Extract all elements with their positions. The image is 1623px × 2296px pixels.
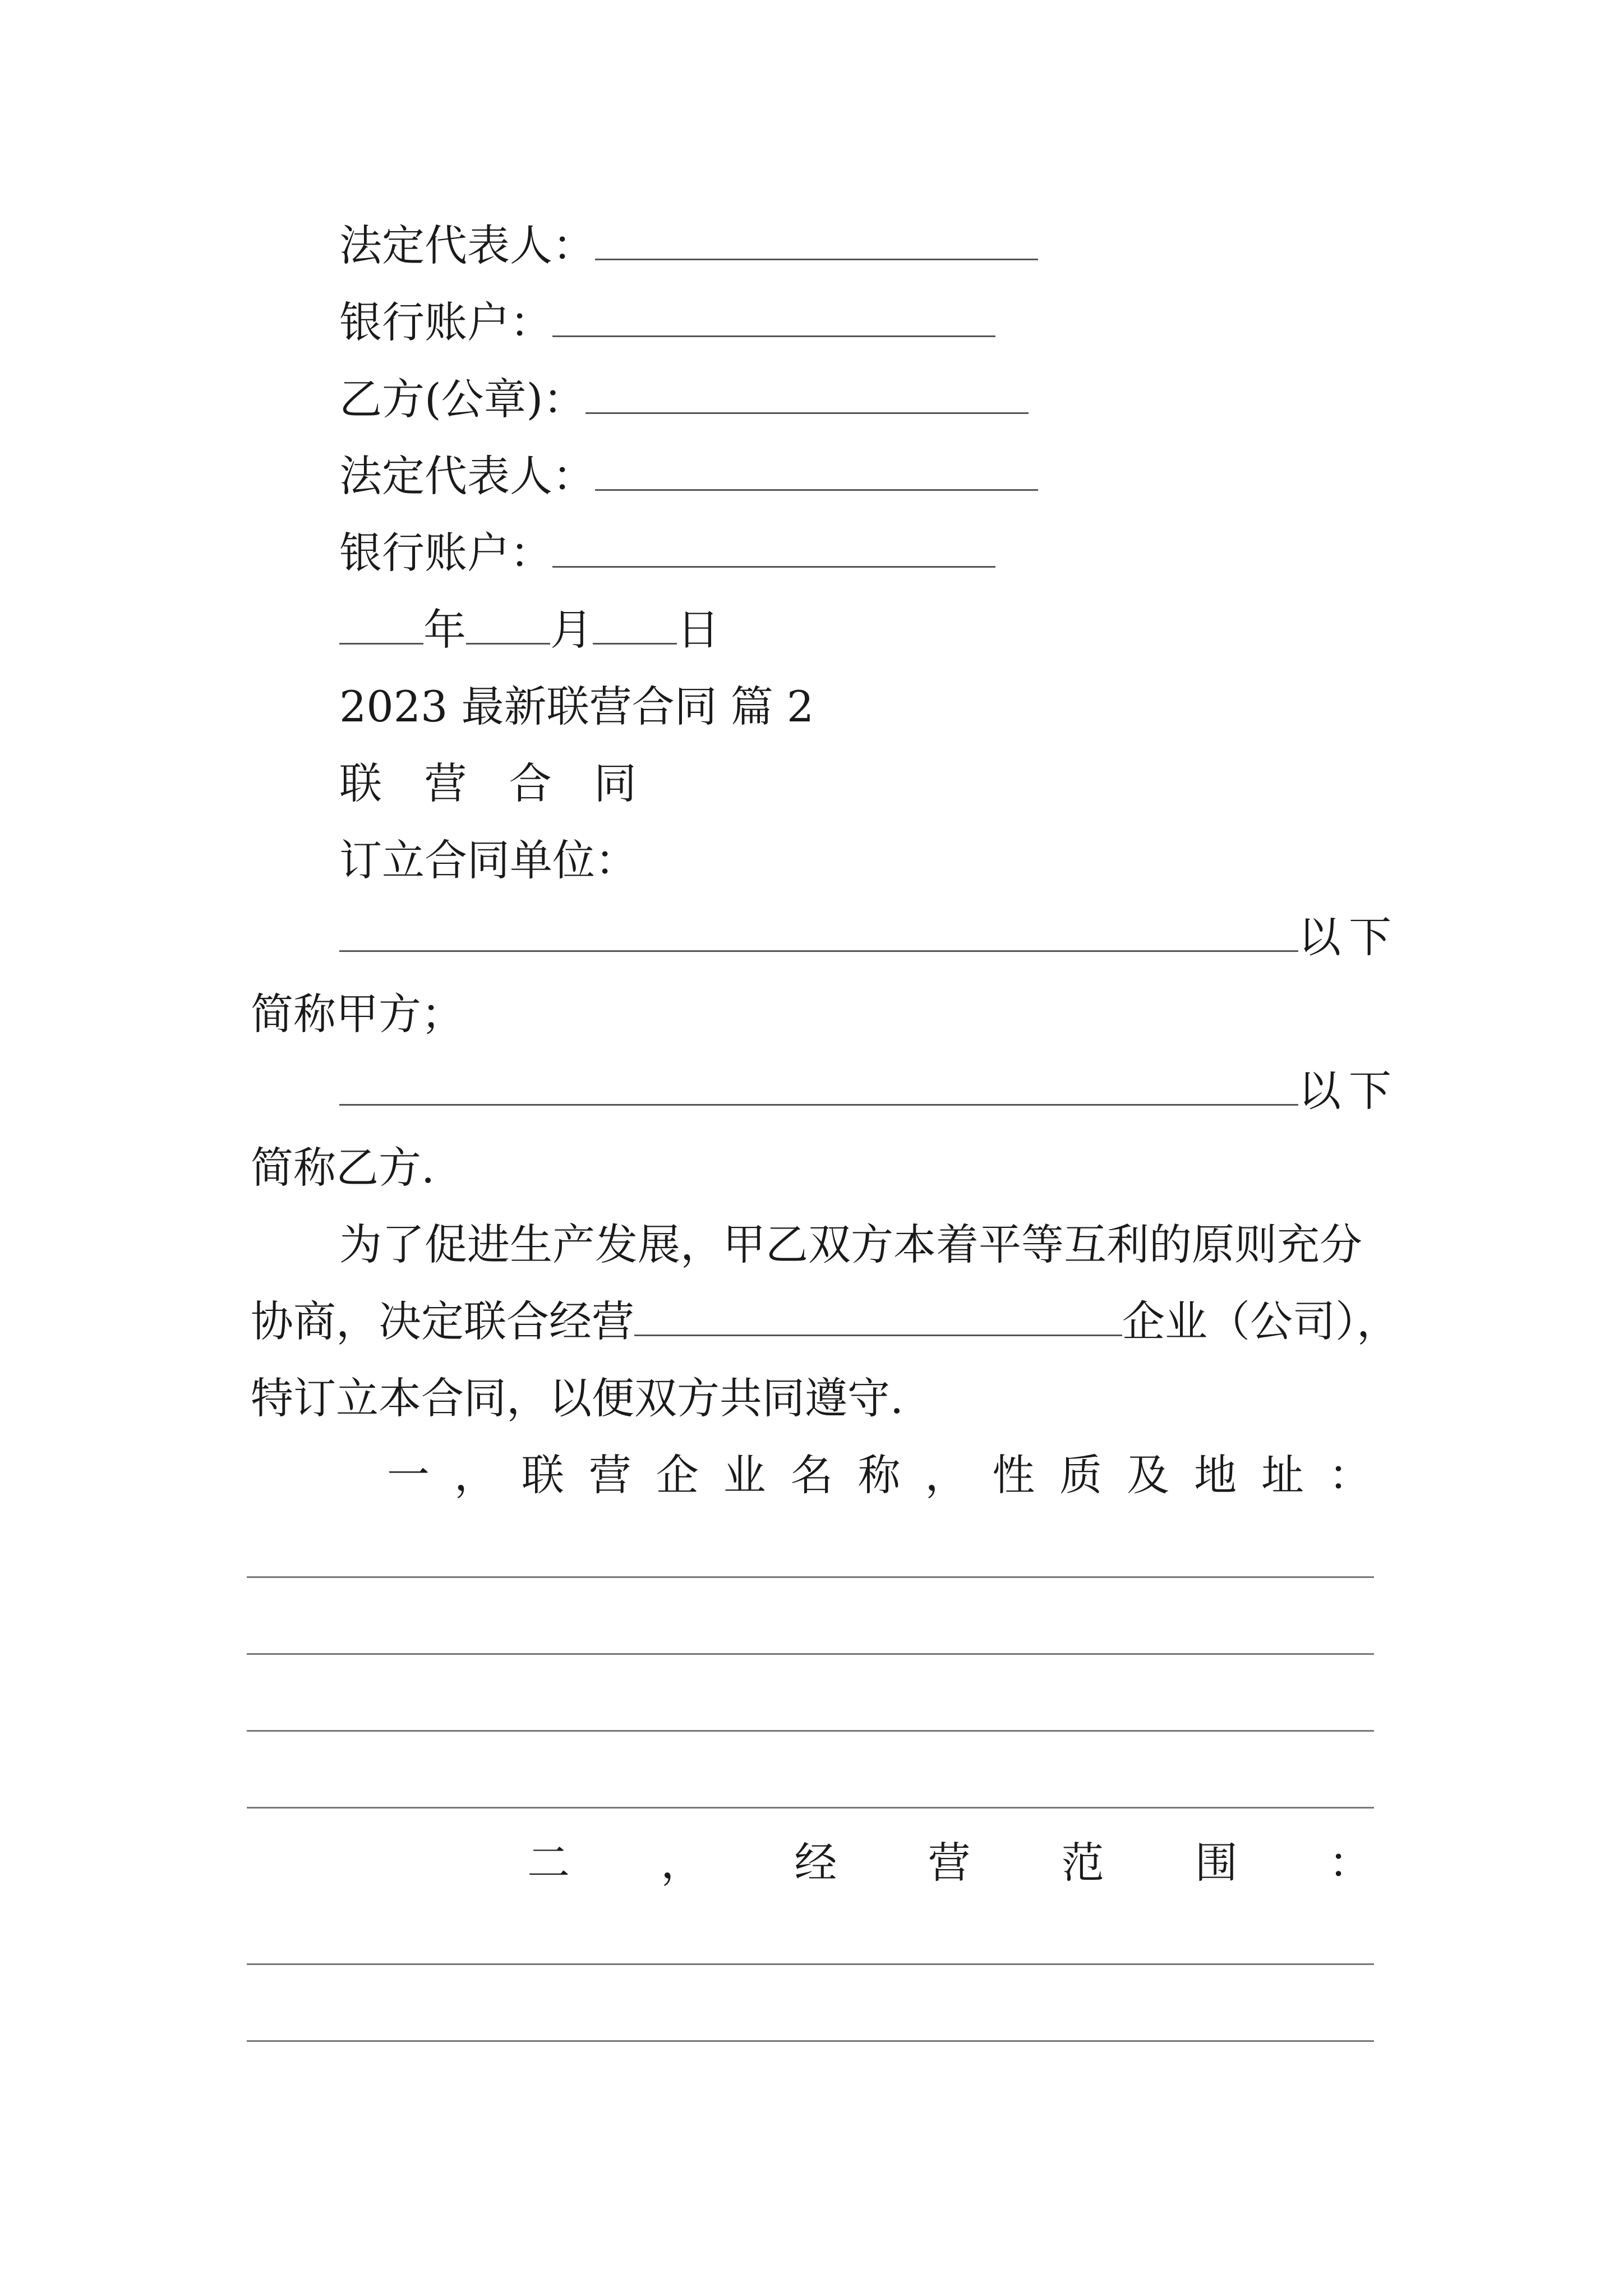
article-1-char: ， xyxy=(925,1450,968,1500)
year-label: 年 xyxy=(423,605,466,655)
preamble-line-2-start: 协商，决定联合经营 xyxy=(251,1296,634,1346)
partyA-suffix: 以下 xyxy=(1298,912,1399,962)
partyA-name-blank xyxy=(339,911,1298,952)
article-2-char: 营 xyxy=(928,1838,971,1888)
partyB-bank-blank xyxy=(552,527,995,568)
article-2-char: 围 xyxy=(1195,1838,1238,1888)
article-1-char: 质 xyxy=(1059,1450,1103,1500)
article-2-char: ， xyxy=(661,1838,704,1888)
partyB-bank-line xyxy=(339,526,995,580)
preamble-line-1: 为了促进生产发展，甲乙双方本着平等互利的原则充分 xyxy=(339,1220,1362,1269)
partyB-continuation: 简称乙方. xyxy=(251,1143,435,1193)
title-char: 营 xyxy=(424,758,467,808)
partyA-rep-label: 法定代表人： xyxy=(339,220,595,270)
partyB-suffix: 以下 xyxy=(1298,1066,1399,1116)
title-char: 合 xyxy=(509,758,552,808)
article-1-heading xyxy=(387,1448,1371,1502)
title-char: 同 xyxy=(593,758,637,808)
partyA-bank-line xyxy=(339,296,995,349)
enterprise-name-blank xyxy=(634,1295,1122,1336)
partyA-bank-label: 银行账户： xyxy=(339,297,552,347)
partyB-line xyxy=(339,1064,1399,1118)
month-blank xyxy=(466,604,550,645)
partyA-bank-blank xyxy=(552,296,995,337)
day-blank xyxy=(593,604,677,645)
article-1-char: 址 xyxy=(1261,1450,1304,1500)
preamble-line-3: 特订立本合同，以便双方共同遵守. xyxy=(251,1373,904,1423)
article-1-blank-line xyxy=(247,1653,1374,1655)
month-label: 月 xyxy=(550,605,593,655)
article-1-char: 营 xyxy=(588,1450,631,1500)
article-1-char: 性 xyxy=(992,1450,1035,1500)
preamble-line-2 xyxy=(251,1295,1399,1349)
partyA-line xyxy=(339,910,1399,964)
partyB-seal-blank xyxy=(585,373,1029,414)
article-2-blank-line xyxy=(247,2040,1374,2042)
partyB-bank-label: 银行账户： xyxy=(339,528,552,578)
article-1-char: 联 xyxy=(521,1450,564,1500)
partyB-rep-line xyxy=(339,449,1038,503)
partyB-seal-label: 乙方(公章)： xyxy=(339,374,586,424)
day-label: 日 xyxy=(677,605,720,655)
preamble-line-2-end: 企业（公司）， xyxy=(1122,1296,1399,1346)
article-2-char: 经 xyxy=(794,1838,837,1888)
article-1-blank-line xyxy=(247,1576,1374,1578)
article-2-char: ： xyxy=(1328,1838,1371,1888)
article-1-char: 地 xyxy=(1194,1450,1237,1500)
date-line xyxy=(339,603,720,657)
article-1-blank-line xyxy=(247,1807,1374,1809)
partyB-seal-line xyxy=(339,372,1029,426)
partyA-continuation: 简称甲方； xyxy=(251,989,464,1039)
article-1-blank-line xyxy=(247,1730,1374,1732)
parties-label: 订立合同单位： xyxy=(339,835,638,885)
partyB-rep-blank xyxy=(595,450,1038,491)
title-char: 联 xyxy=(339,758,382,808)
partyB-rep-label: 法定代表人： xyxy=(339,451,595,501)
article-1-char: 称 xyxy=(857,1450,901,1500)
year-blank xyxy=(339,604,423,645)
article-1-char: 名 xyxy=(790,1450,833,1500)
article-1-char: 业 xyxy=(723,1450,766,1500)
article-1-char: ， xyxy=(454,1450,497,1500)
contract-title xyxy=(339,757,637,811)
article-2-heading xyxy=(527,1836,1371,1890)
partyB-name-blank xyxy=(339,1065,1298,1106)
article-2-char: 二 xyxy=(527,1838,570,1888)
partyA-rep-blank xyxy=(595,219,1038,260)
article-2-blank-line xyxy=(247,1963,1374,1965)
section-heading: 2023 最新联营合同 篇 2 xyxy=(339,682,814,731)
article-1-char: 一 xyxy=(387,1450,430,1500)
article-2-char: 范 xyxy=(1061,1838,1104,1888)
article-1-char: 企 xyxy=(656,1450,699,1500)
article-1-char: 及 xyxy=(1127,1450,1170,1500)
article-1-char: ： xyxy=(1328,1450,1371,1500)
partyA-rep-line xyxy=(339,219,1038,273)
